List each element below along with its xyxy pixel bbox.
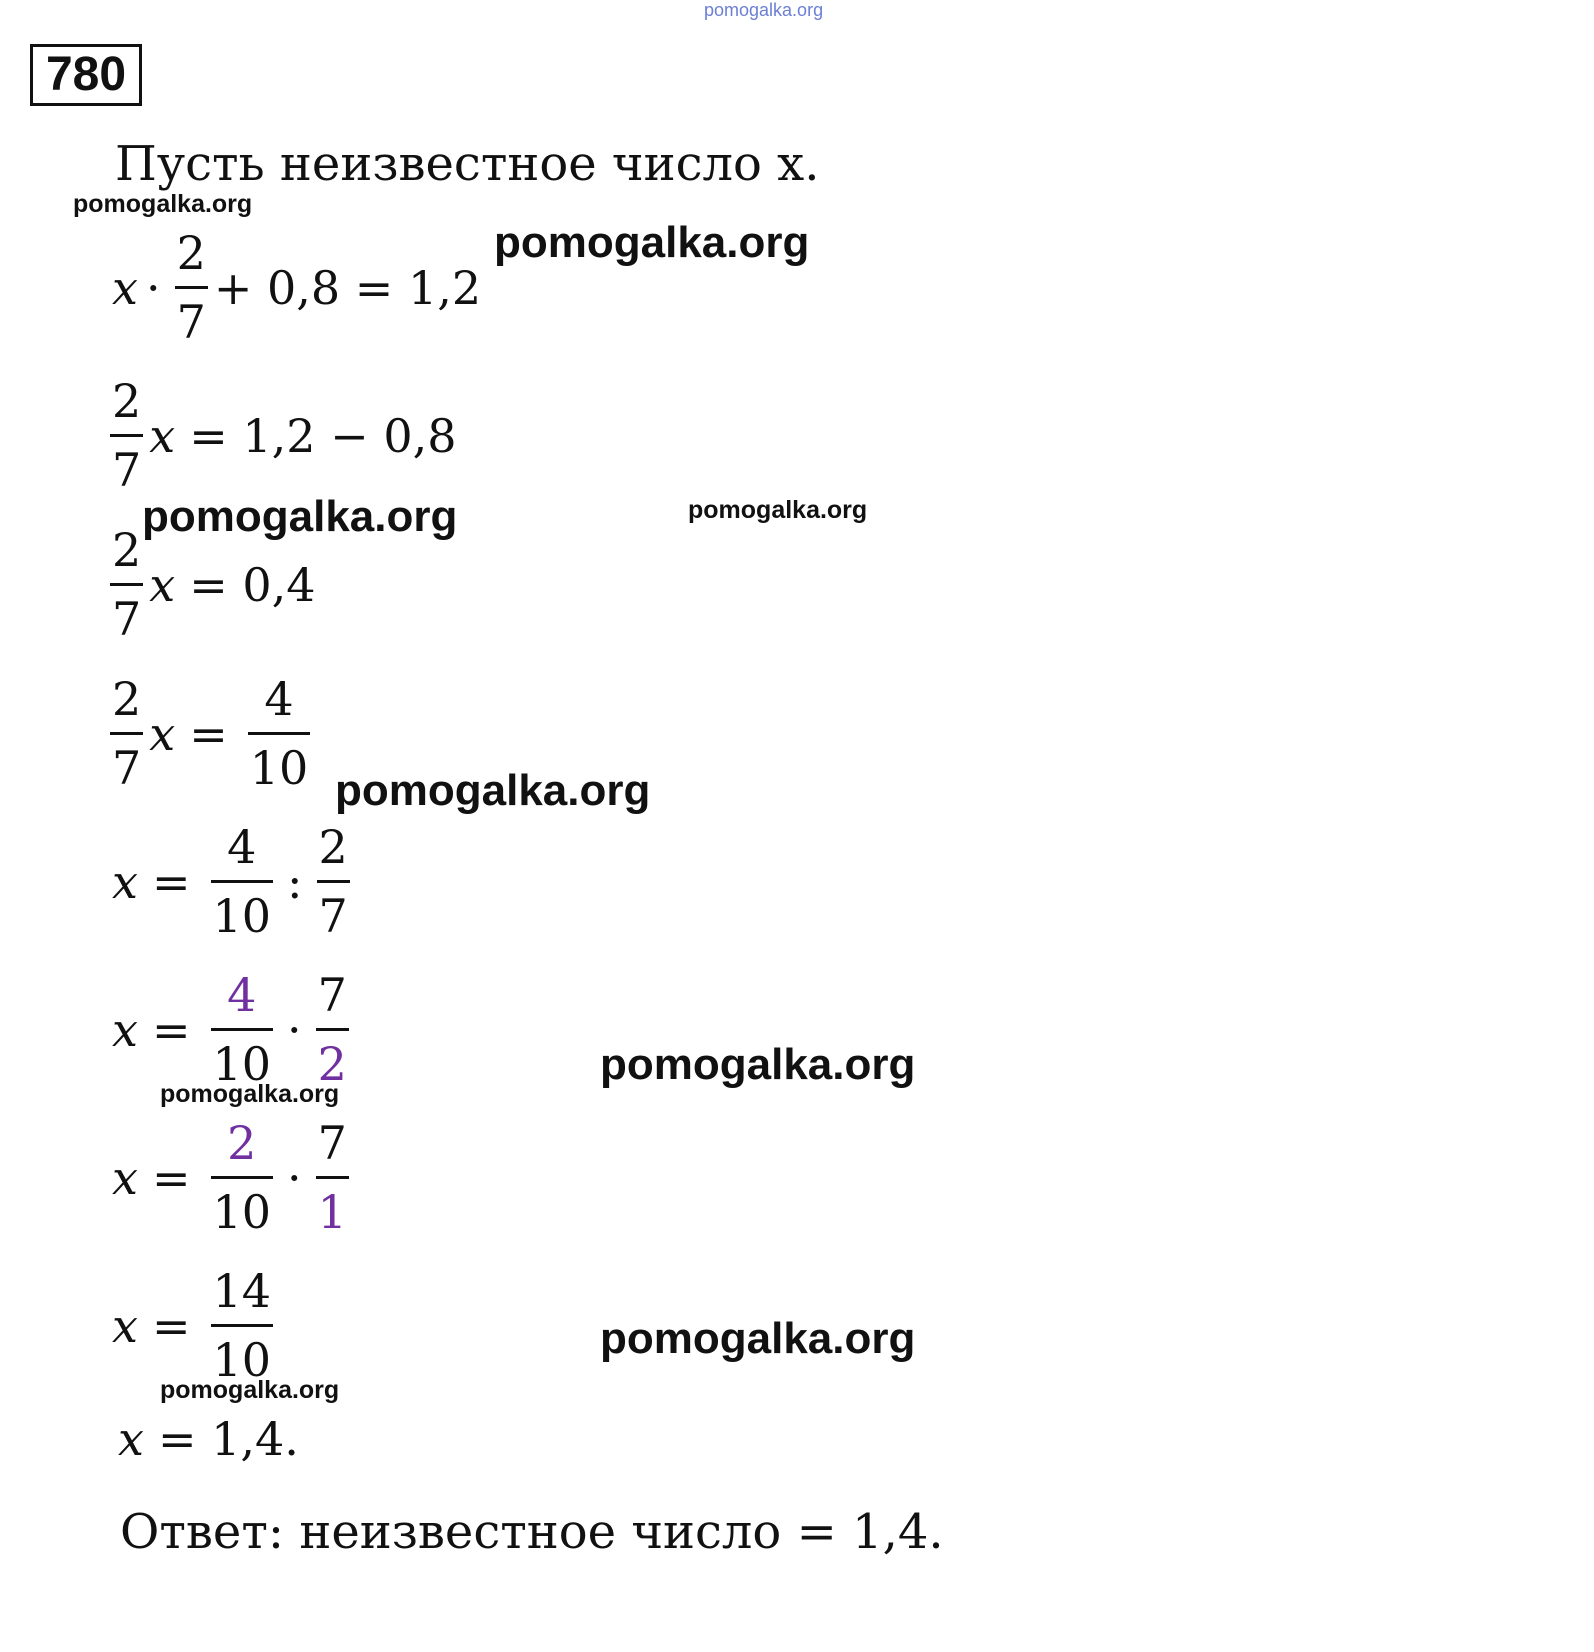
variable-x: x [149, 706, 176, 761]
denominator: 10 [249, 741, 309, 795]
equation-step-8 [112, 1258, 279, 1393]
denominator: 10 [212, 889, 272, 943]
watermark: pomogalka.org [600, 1040, 916, 1089]
numerator: 2 [112, 374, 142, 428]
denominator: 10 [212, 1333, 272, 1387]
watermark: pomogalka.org [73, 190, 253, 218]
fraction [211, 1258, 274, 1393]
fraction [211, 1110, 274, 1245]
watermark: pomogalka.org [160, 1080, 340, 1108]
equation-rest: = 1,4. [157, 1412, 299, 1466]
numerator: 4 [227, 820, 257, 874]
numerator: 4 [227, 968, 257, 1022]
intro-text: Пусть неизвестное число x. [115, 136, 820, 192]
denominator: 1 [317, 1185, 347, 1239]
variable-x: x [149, 408, 176, 463]
denominator: 7 [318, 889, 348, 943]
equals-sign: = [189, 706, 228, 761]
numerator: 2 [112, 672, 142, 726]
fraction [316, 1110, 349, 1245]
denominator: 7 [112, 443, 142, 497]
answer-text: Ответ: неизвестное число = 1,4. [120, 1504, 944, 1560]
equation-step-9 [118, 1412, 299, 1466]
watermark: pomogalka.org [160, 1376, 340, 1404]
denominator: 7 [112, 741, 142, 795]
numerator: 4 [264, 672, 294, 726]
equals-sign: = [151, 1298, 191, 1353]
variable-x: x [112, 1002, 138, 1057]
variable-x: x [112, 854, 138, 909]
equation-step-6 [112, 962, 355, 1097]
variable-x: x [118, 1412, 144, 1466]
equation-rest: = 0,4 [189, 557, 316, 612]
equals-sign: = [151, 1002, 191, 1057]
numerator: 2 [227, 1116, 257, 1170]
equals-sign: = [151, 854, 191, 909]
numerator: 7 [317, 1116, 347, 1170]
denominator: 10 [212, 1185, 272, 1239]
watermark: pomogalka.org [688, 496, 868, 524]
watermark-top: pomogalka.org [704, 0, 824, 20]
variable-x: x [112, 1298, 138, 1353]
numerator: 2 [112, 523, 142, 577]
numerator: 7 [317, 968, 347, 1022]
multiply-sign: · [287, 1150, 302, 1205]
fraction [248, 666, 311, 801]
equation-step-4 [110, 666, 316, 801]
equation-step-1 [112, 220, 481, 355]
fraction [211, 962, 274, 1097]
equation-step-7 [112, 1110, 355, 1245]
fraction [110, 517, 143, 652]
numerator: 14 [212, 1264, 272, 1318]
denominator: 7 [176, 295, 206, 349]
variable-x: x [149, 557, 176, 612]
fraction [317, 814, 350, 949]
fraction [110, 368, 143, 503]
equals-sign: = [151, 1150, 191, 1205]
numerator: 2 [176, 226, 206, 280]
equation-step-5 [112, 814, 356, 949]
multiply-sign: · [287, 1002, 302, 1057]
watermark: pomogalka.org [335, 766, 651, 815]
equation-rest: = 1,2 − 0,8 [189, 408, 457, 463]
denominator: 10 [212, 1037, 272, 1091]
divide-sign: : [287, 854, 303, 909]
equation-step-2 [110, 368, 457, 503]
watermark: pomogalka.org [494, 218, 810, 267]
watermark: pomogalka.org [600, 1314, 916, 1363]
multiply-sign: · [145, 260, 161, 315]
problem-number: 780 [30, 44, 142, 106]
numerator: 2 [318, 820, 348, 874]
equation-rest: + 0,8 = 1,2 [213, 260, 482, 315]
denominator: 2 [317, 1037, 347, 1091]
fraction [211, 814, 274, 949]
variable-x: x [112, 1150, 138, 1205]
equation-step-3 [110, 517, 316, 652]
fraction [110, 666, 143, 801]
denominator: 7 [112, 592, 142, 646]
watermark: pomogalka.org [142, 492, 458, 541]
fraction [175, 220, 208, 355]
fraction [316, 962, 349, 1097]
variable-x: x [112, 260, 138, 315]
